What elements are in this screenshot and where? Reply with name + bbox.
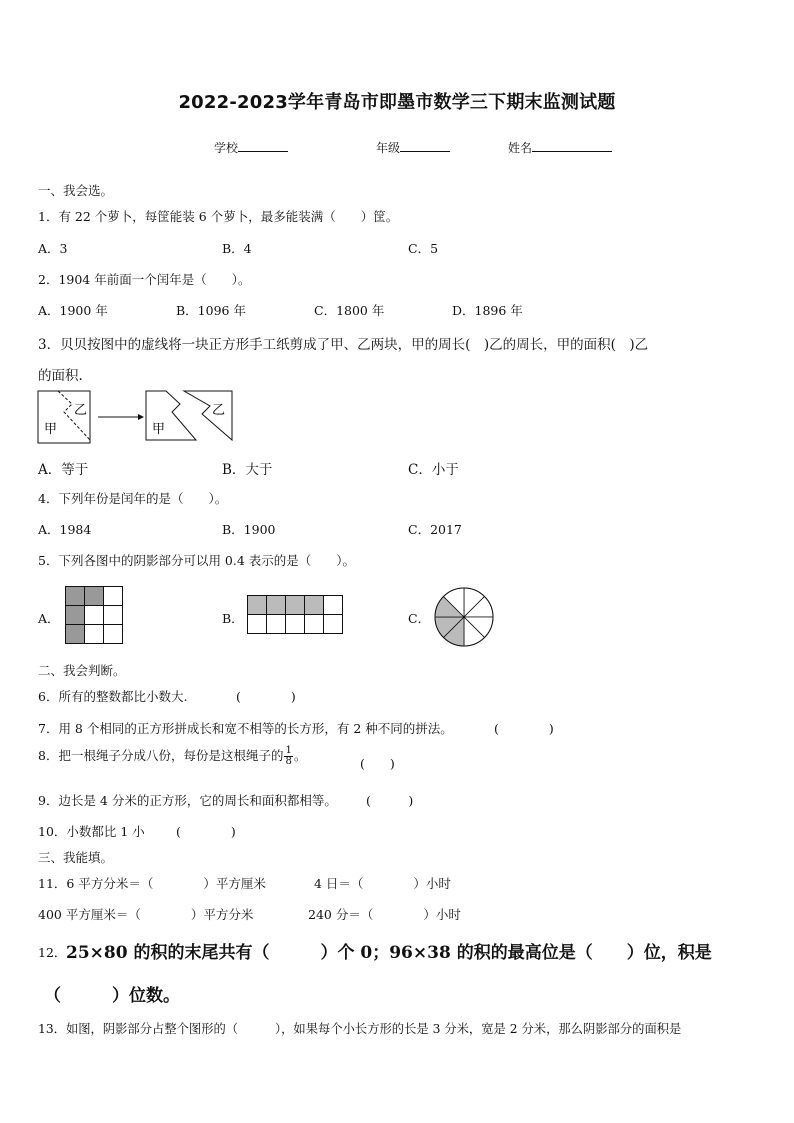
q10-stem: 10．小数都比 1 小 — [38, 824, 145, 839]
q12-line2[interactable]: （ ）位数。 — [44, 986, 180, 1006]
q5-grid-a-cell — [85, 606, 104, 625]
q2-option-d[interactable]: D．1896 年 — [452, 303, 523, 318]
q9-stem: 9．边长是 4 分米的正方形，它的周长和面积都相等。 — [38, 793, 337, 808]
name-blank[interactable] — [532, 139, 612, 152]
q5-strip-b-cell — [267, 596, 286, 615]
q5-strip-b — [247, 595, 345, 635]
section-heading-judge: 二、我会判断。 — [38, 663, 126, 678]
name-label: 姓名 — [508, 141, 533, 155]
q5-option-c[interactable]: C． — [408, 611, 431, 626]
q8-stem: 8．把一根绳子分成八份，每份是这根绳子的 — [38, 748, 284, 763]
q5-option-a[interactable]: A． — [38, 611, 60, 626]
q8-answer-blank[interactable]: ( ) — [360, 756, 395, 771]
q5-strip-b-cell — [324, 615, 343, 634]
q2-stem: 2．1904 年前面一个闰年是（ ）。 — [38, 272, 251, 287]
q3-cut-figure — [36, 388, 236, 448]
q11-part2[interactable]: 4 日＝（ ）小时 — [314, 876, 451, 891]
q5-strip-b-cell — [305, 615, 324, 634]
q2-option-b[interactable]: B．1096 年 — [176, 303, 246, 318]
q5-grid-a-cell — [85, 625, 104, 644]
q5-grid-a-cell — [104, 625, 123, 644]
q5-strip-b-cell — [305, 596, 324, 615]
q9-answer-blank[interactable]: ( ) — [366, 793, 414, 808]
q5-circle-c — [432, 585, 496, 649]
q10-answer-blank[interactable]: ( ) — [176, 824, 236, 839]
q5-strip-b-cell — [324, 596, 343, 615]
school-blank[interactable] — [238, 139, 288, 152]
q11-part4[interactable]: 240 分＝（ ）小时 — [308, 907, 461, 922]
q3-label-yi-left: 乙 — [74, 403, 88, 418]
q5-stem: 5．下列各图中的阴影部分可以用 0.4 表示的是（ ）。 — [38, 553, 356, 568]
q5-strip-b-cell — [248, 615, 267, 634]
q6-stem: 6．所有的整数都比小数大. — [38, 689, 188, 704]
q12-number: 12． — [38, 945, 67, 960]
q5-strip-b-cell — [248, 596, 267, 615]
q1-option-a[interactable]: A．3 — [38, 241, 68, 256]
grade-blank[interactable] — [400, 139, 450, 152]
q5-grid-a-cell — [66, 587, 85, 606]
q5-strip-b-cell — [267, 615, 286, 634]
section-heading-fill: 三、我能填。 — [38, 850, 114, 865]
q5-grid-a — [65, 586, 125, 646]
q1-stem: 1．有 22 个萝卜，每筐能装 6 个萝卜，最多能装满（ ）筐。 — [38, 209, 399, 224]
q3-option-c[interactable]: C．小于 — [408, 462, 459, 478]
q6-answer-blank[interactable]: ( ) — [236, 689, 296, 704]
q11-part1[interactable]: 11．6 平方分米＝（ ）平方厘米 — [38, 876, 266, 891]
q8-fraction-denominator: 8 — [285, 756, 292, 767]
name-field[interactable] — [508, 139, 612, 156]
grade-label: 年级 — [376, 141, 401, 155]
q4-stem: 4．下列年份是闰年的是（ ）。 — [38, 491, 228, 506]
q7-stem: 7．用 8 个相同的正方形拼成长和宽不相等的长方形，有 2 种不同的拼法。 — [38, 721, 453, 736]
q3-option-a[interactable]: A．等于 — [38, 462, 89, 478]
q4-option-a[interactable]: A．1984 — [38, 522, 92, 537]
q13-stem: 13．如图，阴影部分占整个图形的（ ），如果每个小长方形的长是 3 分米，宽是 2 分米，那么阴影部分的面积是 — [38, 1022, 682, 1036]
q5-strip-b-cell — [286, 596, 305, 615]
q5-grid-a-cell — [104, 606, 123, 625]
q1-option-b[interactable]: B．4 — [222, 241, 252, 256]
q8-stem-end: 。 — [293, 748, 307, 763]
q2-option-c[interactable]: C．1800 年 — [314, 303, 385, 318]
q8-fraction — [284, 746, 292, 767]
q1-option-c[interactable]: C．5 — [408, 241, 439, 256]
page-title: 2022-2023学年青岛市即墨市数学三下期末监测试题 — [178, 92, 616, 113]
grade-field[interactable] — [376, 139, 450, 156]
section-heading-choose: 一、我会选。 — [38, 183, 114, 198]
q5-strip-b-cell — [286, 615, 305, 634]
q3-stem-line1: 3．贝贝按图中的虚线将一块正方形手工纸剪成了甲、乙两块，甲的周长( )乙的周长，甲的面积( )乙 — [38, 337, 649, 353]
q5-grid-a-cell — [85, 587, 104, 606]
q5-grid-a-cell — [66, 606, 85, 625]
q3-label-jia-right: 甲 — [152, 422, 166, 437]
school-field[interactable] — [214, 139, 288, 156]
q8-line — [38, 746, 306, 767]
q4-option-b[interactable]: B．1900 — [222, 522, 276, 537]
q4-option-c[interactable]: C．2017 — [408, 522, 462, 537]
q5-grid-a-cell — [66, 625, 85, 644]
q3-arrow-head — [138, 414, 144, 420]
q3-label-jia-left: 甲 — [44, 422, 58, 437]
q12-line1[interactable]: 25×80 的积的末尾共有（ ）个 0；96×38 的积的最高位是（ ）位，积是 — [66, 943, 712, 963]
q2-option-a[interactable]: A．1900 年 — [38, 303, 108, 318]
q3-label-yi-right: 乙 — [212, 403, 226, 418]
q11-part3[interactable]: 400 平方厘米＝（ ）平方分米 — [38, 907, 254, 922]
q5-option-b[interactable]: B． — [222, 611, 244, 626]
q5-grid-a-cell — [104, 587, 123, 606]
q7-answer-blank[interactable]: ( ) — [494, 721, 554, 736]
school-label: 学校 — [214, 141, 239, 155]
q3-stem-line2: 的面积. — [38, 368, 83, 384]
q8-fraction-numerator: 1 — [285, 745, 292, 756]
q3-option-b[interactable]: B．大于 — [222, 462, 273, 478]
